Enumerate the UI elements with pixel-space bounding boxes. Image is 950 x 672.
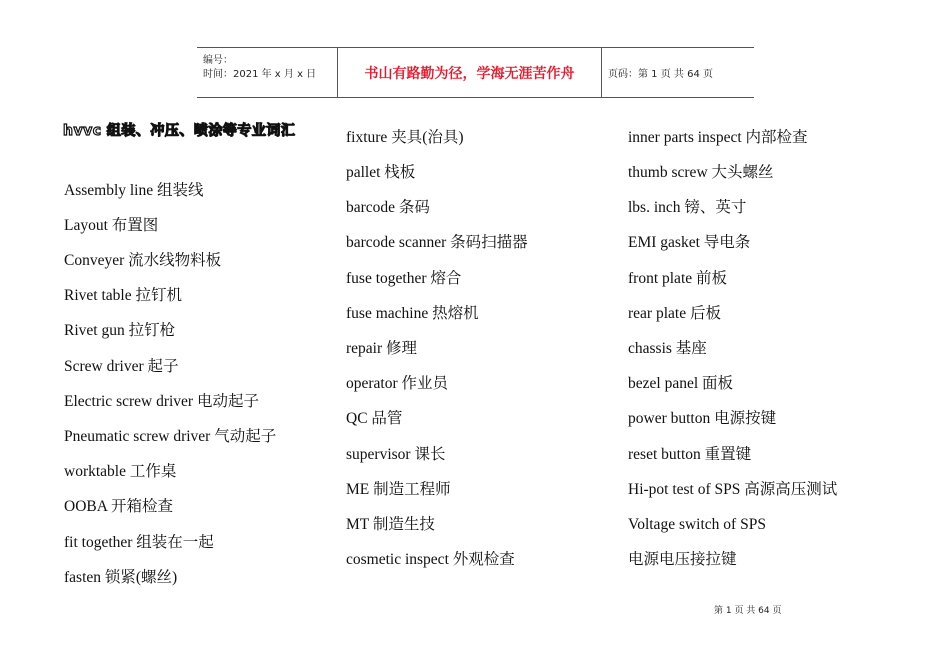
term-item: bezel panel 面板 [628,375,734,392]
page-footer: 第 1 页 共 64 页 [714,606,782,616]
term-item: reset button 重置键 [628,446,752,463]
document-title: hvvc 组装、冲压、喷涂等专业词汇 [63,123,296,139]
term-item: thumb screw 大头螺丝 [628,164,774,181]
term-item: worktable 工作桌 [64,463,177,480]
term-item: power button 电源按键 [628,410,777,427]
term-item: lbs. inch 镑、英寸 [628,199,747,216]
term-item: Rivet table 拉钉机 [64,287,182,304]
term-item: Conveyer 流水线物料板 [64,252,222,269]
term-item: Electric screw driver 电动起子 [64,393,259,410]
term-item: inner parts inspect 内部检查 [628,129,808,146]
term-item: barcode scanner 条码扫描器 [346,234,528,251]
header-meta-cell [197,48,338,97]
term-item: Rivet gun 拉钉枪 [64,322,176,339]
term-item: operator 作业员 [346,375,449,392]
term-item: fasten 锁紧(螺丝) [64,569,178,586]
motto-text: 书山有路勤为径，学海无涯苦作舟 [364,65,575,82]
term-item: chassis 基座 [628,340,707,357]
code-label: 编号： [203,55,233,66]
term-item: 电源电压接拉键 [628,551,737,568]
term-item: QC 品管 [346,410,403,427]
term-item: repair 修理 [346,340,418,357]
term-item: cosmetic inspect 外观检查 [346,551,515,568]
term-item: MT 制造生技 [346,516,435,533]
term-item: Hi-pot test of SPS 高源高压测试 [628,481,838,498]
term-item: rear plate 后板 [628,305,721,322]
term-item: fixture 夹具(治具) [346,129,464,146]
term-item: Layout 布置图 [64,217,159,234]
header-motto-cell [338,48,602,97]
term-item: fuse machine 热熔机 [346,305,479,322]
term-item: Voltage switch of SPS [628,516,766,533]
term-item: EMI gasket 导电条 [628,234,751,251]
term-item: barcode 条码 [346,199,430,216]
term-item: front plate 前板 [628,270,728,287]
term-item: fit together 组装在一起 [64,534,214,551]
page-code: 页码：第 1 页 共 64 页 [608,69,713,80]
term-item: pallet 栈板 [346,164,416,181]
term-item: supervisor 课长 [346,446,446,463]
term-item: ME 制造工程师 [346,481,451,498]
term-item: Screw driver 起子 [64,358,179,375]
term-item: Pneumatic screw driver 气动起子 [64,428,277,445]
header-table [197,47,754,98]
term-item: fuse together 熔合 [346,270,462,287]
header-page-cell [602,48,754,97]
time-label: 时间：2021 年 x 月 x 日 [203,69,317,80]
term-item: OOBA 开箱检查 [64,498,173,515]
term-item: Assembly line 组装线 [64,182,204,199]
